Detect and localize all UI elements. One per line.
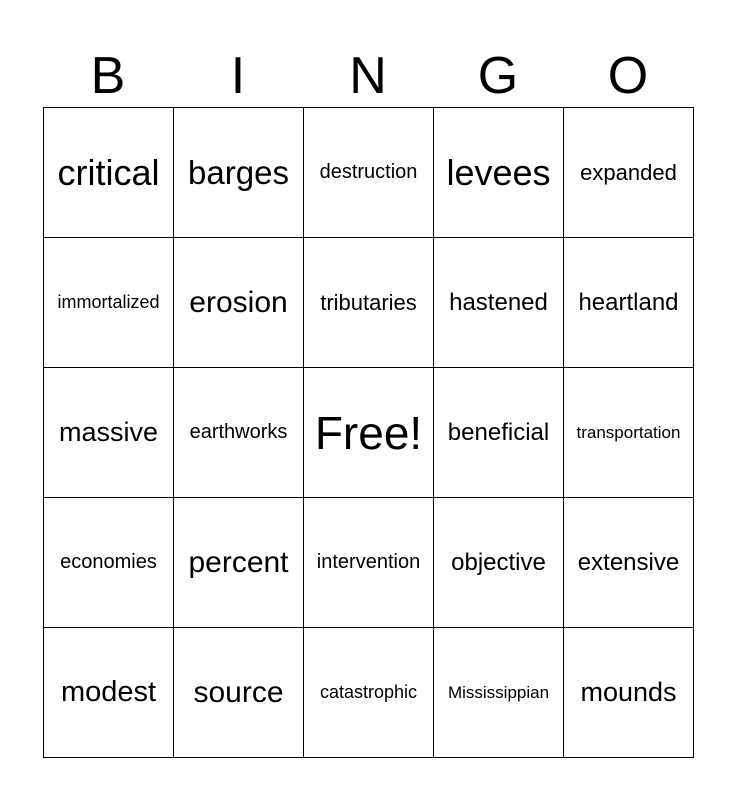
bingo-cell: barges: [174, 108, 304, 238]
bingo-cell: objective: [434, 498, 564, 628]
bingo-header: [43, 44, 693, 108]
header-letter-b: B: [90, 47, 126, 105]
bingo-cell: catastrophic: [304, 628, 434, 758]
bingo-cell: hastened: [434, 238, 564, 368]
bingo-cell: heartland: [564, 238, 694, 368]
bingo-cell: modest: [44, 628, 174, 758]
header-letter-g: G: [477, 47, 519, 105]
bingo-cell: massive: [44, 368, 174, 498]
bingo-cell: mounds: [564, 628, 694, 758]
bingo-cell: critical: [44, 108, 174, 238]
bingo-cell: earthworks: [174, 368, 304, 498]
bingo-cell: beneficial: [434, 368, 564, 498]
header-letter-i: I: [230, 47, 246, 105]
bingo-board: [43, 107, 694, 758]
bingo-cell: transportation: [564, 368, 694, 498]
bingo-cell: destruction: [304, 108, 434, 238]
bingo-cell: levees: [434, 108, 564, 238]
bingo-cell: Mississippian: [434, 628, 564, 758]
bingo-cell: extensive: [564, 498, 694, 628]
free-space-cell: Free!: [304, 368, 434, 498]
bingo-cell: erosion: [174, 238, 304, 368]
bingo-cell: source: [174, 628, 304, 758]
bingo-cell: percent: [174, 498, 304, 628]
header-letter-n: N: [349, 47, 387, 105]
bingo-cell: expanded: [564, 108, 694, 238]
bingo-cell: immortalized: [44, 238, 174, 368]
bingo-cell: intervention: [304, 498, 434, 628]
header-letter-o: O: [607, 47, 649, 105]
bingo-cell: economies: [44, 498, 174, 628]
bingo-cell: tributaries: [304, 238, 434, 368]
